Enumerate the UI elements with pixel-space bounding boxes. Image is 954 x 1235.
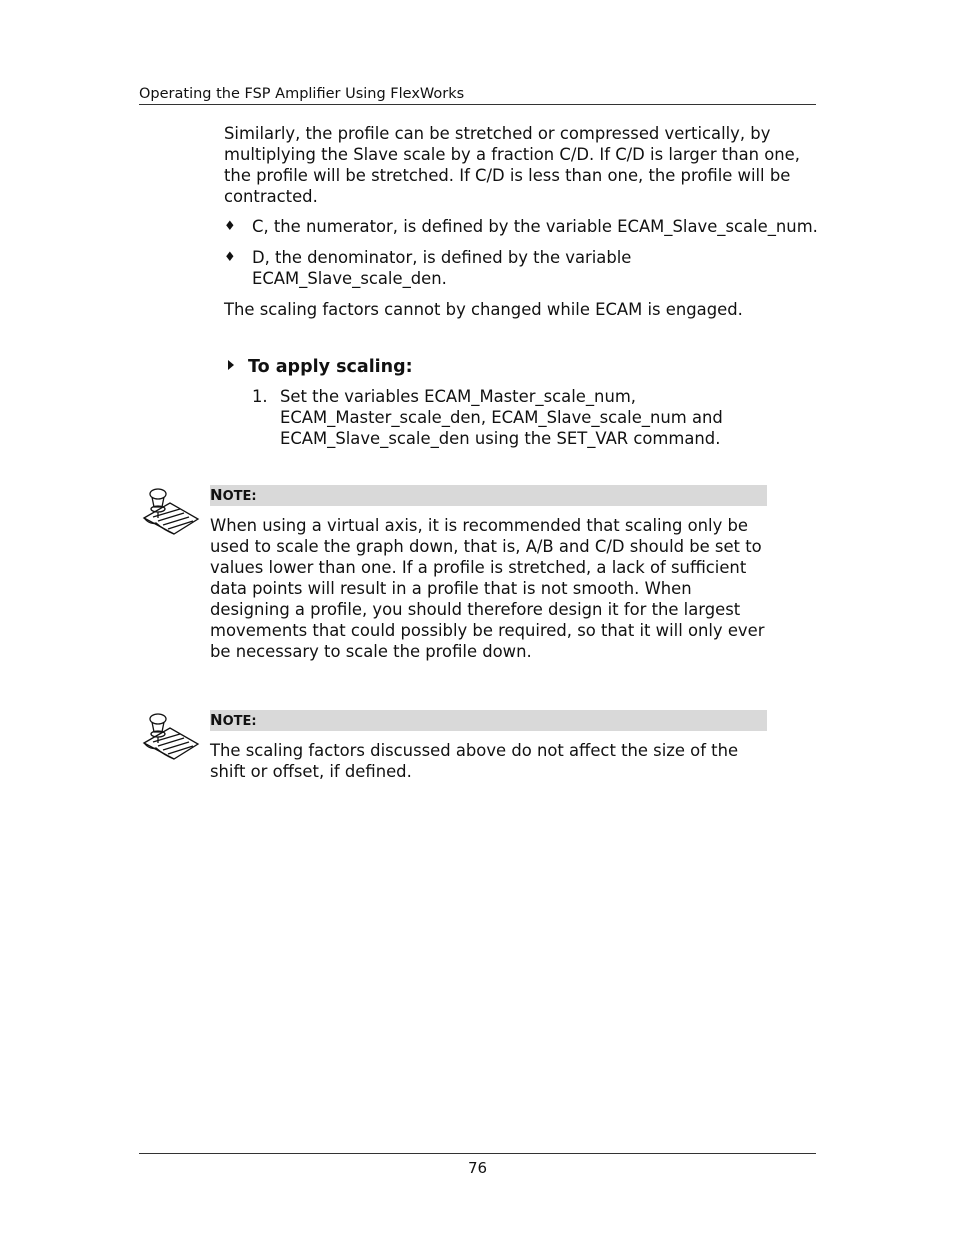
closing-paragraph: The scaling factors cannot by changed while ECAM is engaged. <box>224 300 743 319</box>
running-header <box>139 84 816 105</box>
step-text: Set the variables ECAM_Master_scale_num, ECAM_Master_scale_den, ECAM_Slave_scale_num and ECAM_Slave_scale_den using the SET_VAR command. <box>280 387 723 448</box>
triangle-right-icon <box>228 360 234 370</box>
intro-paragraph: Similarly, the profile can be stretched or compressed vertically, by multiplying the Slave scale by a fraction C/D. If C/D is larger than one, the profile will be stretched. If C/D is less than one, the profile will be contracted. <box>224 124 800 206</box>
page-number: 76 <box>467 1159 488 1177</box>
bullet-text: C, the numerator, is defined by the variable ECAM_Slave_scale_num. <box>252 217 818 236</box>
note-text: The scaling factors discussed above do not affect the size of the shift or offset, if defined. <box>210 741 739 781</box>
diamond-bullet-icon: ♦ <box>224 219 236 234</box>
bullet-item <box>224 247 824 289</box>
diamond-bullet-icon: ♦ <box>224 250 236 265</box>
header-title: Operating the FSP Amplifier Using FlexWorks <box>139 86 465 102</box>
note-label: NOTE: <box>210 710 767 731</box>
bullet-text: D, the denominator, is defined by the variable ECAM_Slave_scale_den. <box>252 248 632 288</box>
note-pushpin-icon <box>140 485 206 537</box>
procedure-step <box>252 386 792 449</box>
page-footer <box>139 1153 816 1180</box>
procedure-heading <box>228 355 413 379</box>
body-text <box>224 123 824 320</box>
note-label: NOTE: <box>210 485 767 506</box>
procedure-heading-text: To apply scaling: <box>248 357 413 377</box>
note-pushpin-icon <box>140 710 206 762</box>
bullet-item <box>224 216 824 237</box>
step-number: 1. <box>252 387 268 406</box>
note-text: When using a virtual axis, it is recommended that scaling only be used to scale the graph down, that is, A/B and C/D should be set to values lower than one. If a profile is stretched, a lack of sufficient data points will result in a profile that is not smooth. When designing a profile, you should therefore design it for the largest movements that could possibly be required, so that it will only ever be necessary to scale the profile down. <box>210 516 765 661</box>
